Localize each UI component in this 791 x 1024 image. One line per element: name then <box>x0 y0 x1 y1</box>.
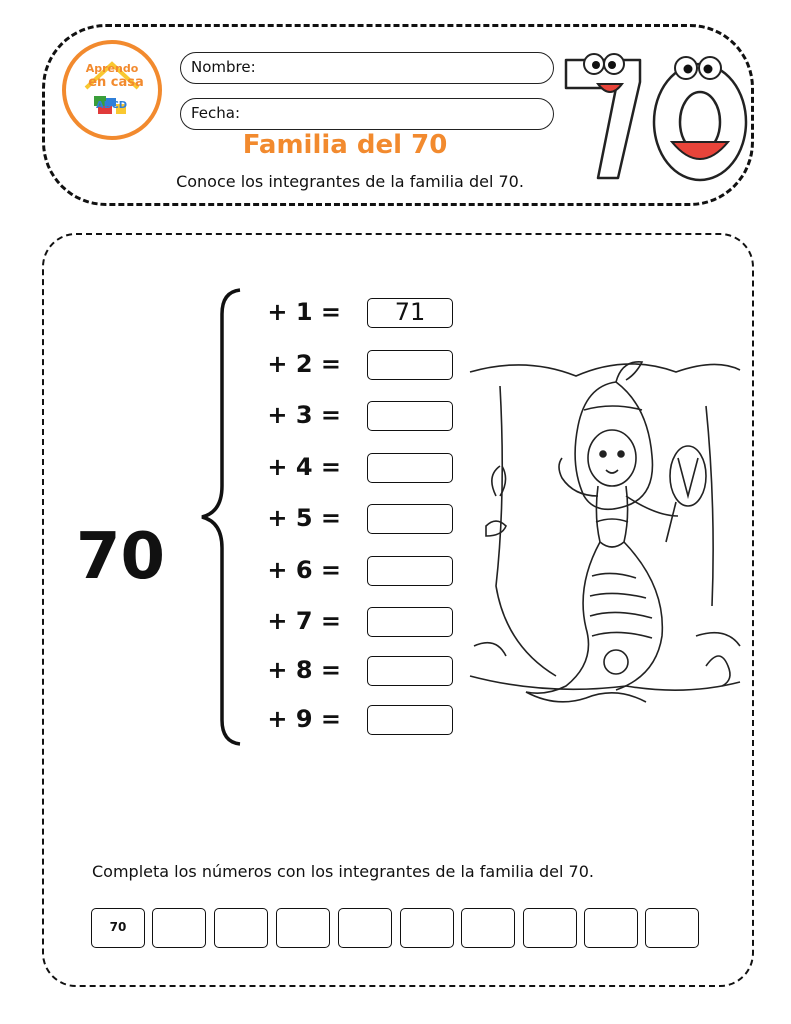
answer-box-3[interactable] <box>367 401 453 431</box>
answer-box-1[interactable]: 71 <box>367 298 453 328</box>
sequence-cell-1[interactable]: 70 <box>91 908 145 948</box>
name-label: Nombre: <box>191 58 256 76</box>
sequence-cell-8[interactable] <box>523 908 577 948</box>
sequence-cell-2[interactable] <box>152 908 206 948</box>
answer-box-7[interactable] <box>367 607 453 637</box>
page-title: Familia del 70 <box>242 130 448 160</box>
answer-box-9[interactable] <box>367 705 453 735</box>
sequence-cell-5[interactable] <box>338 908 392 948</box>
equation-label-8: + 8 = <box>267 656 341 684</box>
mermaid-illustration-icon <box>466 346 744 716</box>
equation-label-2: + 2 = <box>267 350 341 378</box>
sequence-cell-3[interactable] <box>214 908 268 948</box>
equation-label-7: + 7 = <box>267 607 341 635</box>
sequence-instruction: Completa los números con los integrantes de la familia del 70. <box>92 862 594 881</box>
answer-box-8[interactable] <box>367 656 453 686</box>
answer-box-5[interactable] <box>367 504 453 534</box>
base-number: 70 <box>76 520 166 594</box>
aprendo-en-casa-logo <box>62 40 162 140</box>
date-field[interactable] <box>180 98 554 130</box>
answer-box-2[interactable] <box>367 350 453 380</box>
logo-line-2: en casa <box>88 75 144 90</box>
sequence-cell-4[interactable] <box>276 908 330 948</box>
page-subtitle: Conoce los integrantes de la familia del 70. <box>176 172 524 191</box>
answer-box-6[interactable] <box>367 556 453 586</box>
equation-label-6: + 6 = <box>267 556 341 584</box>
equation-label-9: + 9 = <box>267 705 341 733</box>
number-70-mascot-icon <box>560 46 750 182</box>
equation-label-4: + 4 = <box>267 453 341 481</box>
curly-brace-icon <box>198 286 246 748</box>
equation-label-1: + 1 = <box>267 298 341 326</box>
sequence-cell-7[interactable] <box>461 908 515 948</box>
logo-line-1: Aprendo <box>85 62 139 75</box>
sequence-cell-10[interactable] <box>645 908 699 948</box>
logo-line-3: ABCD <box>96 100 128 111</box>
equation-label-3: + 3 = <box>267 401 341 429</box>
sequence-cell-6[interactable] <box>400 908 454 948</box>
date-label: Fecha: <box>191 104 241 122</box>
name-field[interactable] <box>180 52 554 84</box>
equation-label-5: + 5 = <box>267 504 341 532</box>
answer-box-4[interactable] <box>367 453 453 483</box>
sequence-cell-9[interactable] <box>584 908 638 948</box>
